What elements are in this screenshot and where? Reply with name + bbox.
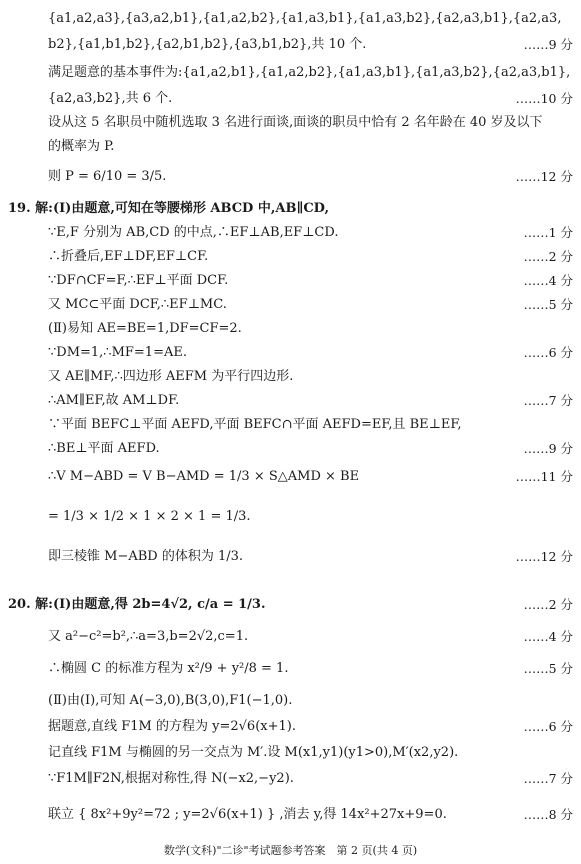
score-marker: ……9 分	[523, 37, 573, 52]
text-line	[0, 222, 581, 244]
score-marker: ……2 分	[523, 597, 573, 612]
line-text: ∴AM∥EF,故 AM⊥DF.	[48, 393, 180, 408]
text-line	[0, 136, 581, 158]
score-marker: ……6 分	[523, 345, 573, 360]
text-line	[0, 716, 581, 738]
line-text: 又 a²−c²=b²,∴a=3,b=2√2,c=1.	[48, 629, 249, 644]
line-text: ∴V M−ABD = V B−AMD = 1/3 × S△AMD × BE	[48, 469, 360, 484]
line-text: 又 AE∥MF,∴四边形 AEFM 为平行四边形.	[48, 369, 294, 384]
line-text: ∴折叠后,EF⊥DF,EF⊥CF.	[48, 249, 209, 264]
line-text: 据题意,直线 F1M 的方程为 y=2√6(x+1).	[48, 719, 296, 734]
line-text: 联立 { 8x²+9y²=72 ; y=2√6(x+1) } ,消去 y,得 14x²+27x+9=0.	[48, 807, 447, 822]
score-marker: ……6 分	[523, 719, 573, 734]
score-marker: ……4 分	[523, 273, 573, 288]
line-text: (Ⅱ)易知 AE=BE=1,DF=CF=2.	[48, 321, 242, 336]
line-text: 即三棱锥 M−ABD 的体积为 1/3.	[48, 549, 244, 564]
line-text: {a1,a2,a3},{a3,a2,b1},{a1,a2,b2},{a1,a3,b1},{a1,a3,b2},{a2,a3,b1},{a2,a3,	[48, 11, 562, 26]
score-marker: ……12 分	[515, 169, 573, 184]
line-text: 设从这 5 名职员中随机选取 3 名进行面谈,面谈的职员中恰有 2 名年龄在 40 岁及以下	[48, 115, 543, 130]
score-marker: ……7 分	[523, 393, 573, 408]
text-line	[0, 502, 581, 532]
line-text: ∵平面 BEFC⊥平面 AEFD,平面 BEFC∩平面 AEFD=EF,且 BE⊥EF,	[48, 417, 462, 432]
line-text: ∵DF∩CF=F,∴EF⊥平面 DCF.	[48, 273, 229, 288]
line-text: 则 P = 6/10 = 3/5.	[48, 169, 167, 184]
text-line	[0, 318, 581, 340]
line-text: 又 MC⊂平面 DCF,∴EF⊥MC.	[48, 297, 227, 312]
line-text: ∴BE⊥平面 AEFD.	[48, 441, 160, 456]
text-line	[0, 112, 581, 134]
score-marker: ……12 分	[515, 549, 573, 564]
line-text: 19. 解:(Ⅰ)由题意,可知在等腰梯形 ABCD 中,AB∥CD,	[8, 201, 330, 216]
score-marker: ……1 分	[523, 225, 573, 240]
score-marker: ……5 分	[523, 297, 573, 312]
text-line	[0, 800, 581, 830]
line-text: 记直线 F1M 与椭圆的另一交点为 M′.设 M(x1,y1)(y1>0),M′(x2,y2).	[48, 745, 459, 760]
line-text: (Ⅱ)由(Ⅰ),可知 A(−3,0),B(3,0),F1(−1,0).	[48, 693, 293, 708]
line-text: = 1/3 × 1/2 × 1 × 2 × 1 = 1/3.	[48, 509, 251, 524]
text-line	[0, 768, 581, 790]
text-line	[0, 270, 581, 292]
score-marker: ……8 分	[523, 807, 573, 822]
line-text: 的概率为 P.	[48, 139, 115, 154]
score-marker: ……9 分	[523, 441, 573, 456]
text-line	[0, 690, 581, 712]
text-line	[0, 342, 581, 364]
text-line	[0, 414, 581, 436]
text-line	[0, 654, 581, 684]
text-line	[0, 626, 581, 648]
score-marker: ……4 分	[523, 629, 573, 644]
text-line	[0, 198, 581, 220]
text-line	[0, 88, 581, 110]
score-marker: ……7 分	[523, 771, 573, 786]
text-line	[0, 246, 581, 268]
score-marker: ……2 分	[523, 249, 573, 264]
score-marker: ……5 分	[523, 661, 573, 676]
line-text: 20. 解:(Ⅰ)由题意,得 2b=4√2, c/a = 1/3.	[8, 597, 266, 612]
text-line	[0, 390, 581, 412]
text-line	[0, 438, 581, 460]
text-line	[0, 590, 581, 620]
line-text: ∵DM=1,∴MF=1=AE.	[48, 345, 187, 360]
line-text: 满足题意的基本事件为:{a1,a2,b1},{a1,a2,b2},{a1,a3,b1},{a1,a3,b2},{a2,a3,b1},	[48, 65, 571, 80]
text-line	[0, 542, 581, 572]
text-line	[0, 462, 581, 492]
page-footer: 数学(文科)"二诊"考试题参考答案 第 2 页(共 4 页)	[163, 844, 418, 857]
text-line	[0, 34, 581, 56]
text-line	[0, 62, 581, 84]
line-text: ∴椭圆 C 的标准方程为 x²/9 + y²/8 = 1.	[48, 661, 289, 676]
score-marker: ……10 分	[515, 91, 573, 106]
line-text: ∵E,F 分别为 AB,CD 的中点,∴EF⊥AB,EF⊥CD.	[48, 225, 339, 240]
text-line	[0, 742, 581, 764]
text-line	[0, 294, 581, 316]
line-text: ∵F1M∥F2N,根据对称性,得 N(−x2,−y2).	[48, 771, 294, 786]
line-text: {a2,a3,b2},共 6 个.	[48, 91, 173, 106]
text-line	[0, 8, 581, 30]
text-line	[0, 166, 581, 188]
text-line	[0, 366, 581, 388]
score-marker: ……11 分	[515, 469, 573, 484]
line-text: b2},{a1,b1,b2},{a2,b1,b2},{a3,b1,b2},共 10 个.	[48, 37, 367, 52]
